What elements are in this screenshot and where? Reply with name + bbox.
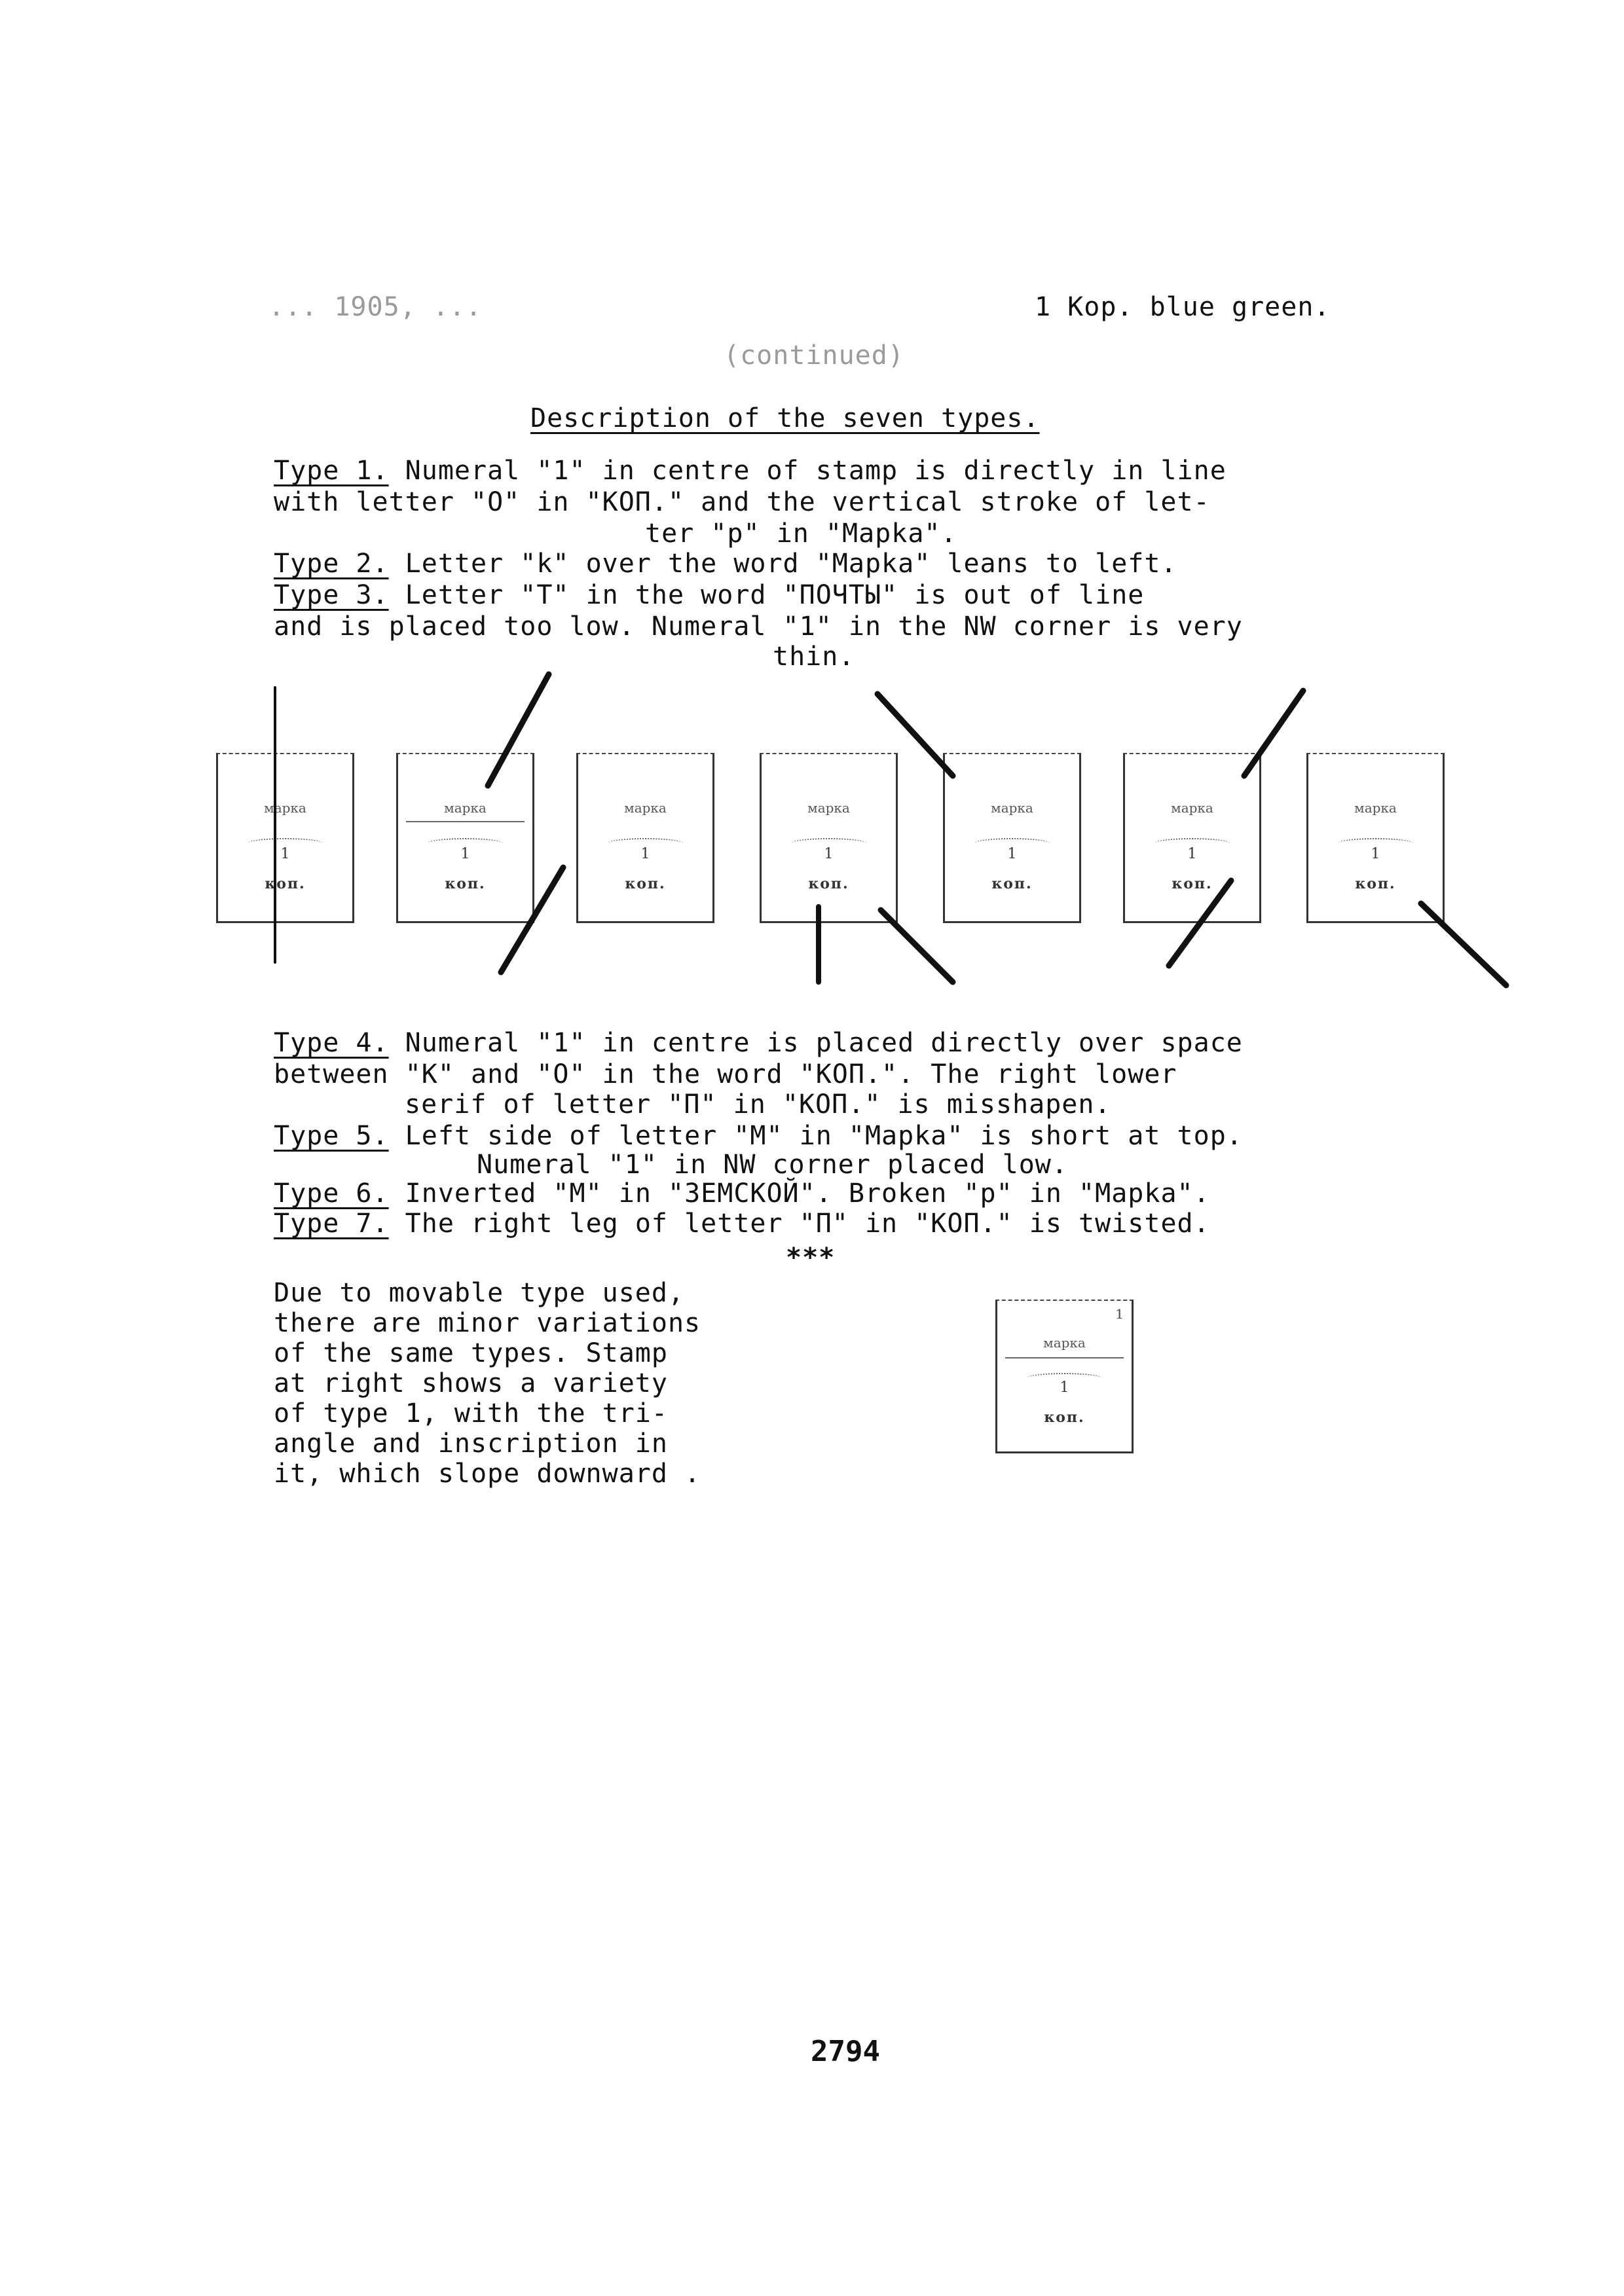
stamp-value: 1 [460, 846, 470, 862]
stamp-label: марка [807, 800, 850, 816]
variety-stamp [995, 1300, 1134, 1453]
arrow-type-3 [501, 867, 563, 972]
stamp-kop: коп. [445, 875, 486, 892]
type-3-label: Type 3. [274, 580, 389, 610]
header-date: ... 1905, ... [268, 292, 483, 322]
stamp-kop: коп. [1355, 875, 1396, 892]
arrow-type-4-top [877, 694, 953, 776]
stamp-value: 1 [824, 846, 834, 862]
type-4-label: Type 4. [274, 1028, 389, 1058]
stamp-kop: коп. [1172, 875, 1213, 892]
note-line: of the same types. Stamp [274, 1338, 668, 1368]
type-2-label: Type 2. [274, 549, 389, 579]
type-5-line-1 [274, 1121, 1243, 1151]
type-7-line [274, 1209, 1210, 1239]
stamp-label: марка [1354, 800, 1397, 816]
stamp-kop: коп. [265, 875, 306, 892]
stamp-label: марка [1043, 1335, 1086, 1351]
stamp-label: марка [1171, 800, 1213, 816]
type-1-text: Numeral "1" in centre of stamp is directly in line [405, 456, 1227, 486]
note-line: of type 1, with the tri- [274, 1398, 668, 1429]
header-continued: (continued) [724, 340, 904, 371]
type-1-label: Type 1. [274, 456, 389, 486]
stamp-label: марка [991, 800, 1033, 816]
type-5-label: Type 5. [274, 1121, 389, 1151]
stamp-corner-numeral: 1 [1115, 1306, 1124, 1322]
arrow-type-2 [488, 674, 549, 786]
type-6-text: Inverted "M" in "ЗЕМСКОЙ". Broken "p" in "Mapka". [405, 1178, 1210, 1209]
arrow-type-6-top [1244, 691, 1303, 776]
stamp-label: марка [624, 800, 667, 816]
pointer-arrows [0, 0, 1624, 1113]
arrow-type-5 [881, 910, 953, 982]
note-line: angle and inscription in [274, 1429, 668, 1459]
header-value-color: 1 Kop. blue green. [1035, 292, 1331, 322]
type-4-line-2: between "K" and "O" in the word "КОП.". The right lower [274, 1059, 1177, 1089]
note-line: Due to movable type used, [274, 1278, 685, 1308]
type-5-text: Left side of letter "M" in "Mapka" is short at top. [405, 1121, 1243, 1151]
type-1-line-2: with letter "O" in "КОП." and the vertical stroke of let- [274, 487, 1210, 517]
page-number: 2794 [811, 2035, 880, 2068]
type-3-line-3: thin. [773, 642, 855, 672]
type-3-line-2: and is placed too low. Numeral "1" in the NW corner is very [274, 611, 1243, 642]
stamp-value: 1 [1187, 846, 1197, 862]
type-7-text: The right leg of letter "П" in "КОП." is twisted. [405, 1209, 1210, 1239]
stamp-value: 1 [1007, 846, 1017, 862]
note-line: it, which slope downward . [274, 1459, 701, 1489]
stamp-value: 1 [1371, 846, 1380, 862]
arrow-type-7 [1421, 903, 1506, 985]
stamp-kop: коп. [991, 875, 1033, 892]
note-line: at right shows a variety [274, 1368, 668, 1398]
stamp-value: 1 [280, 846, 290, 862]
type-2-text: Letter "k" over the word "Mapka" leans to left. [405, 549, 1177, 579]
stamp-value: 1 [640, 846, 650, 862]
stamp-label: марка [264, 800, 306, 816]
type-6-line [274, 1178, 1210, 1209]
arrow-type-6-bottom [1169, 881, 1231, 966]
type-1-line-3: ter "p" in "Mapka". [645, 519, 957, 549]
stamp-kop: коп. [808, 875, 849, 892]
stamp-rule [1005, 1357, 1123, 1358]
type-4-line-1 [274, 1028, 1243, 1058]
type-5-line-2: Numeral "1" in NW corner placed low. [477, 1150, 1068, 1180]
type-4-text: Numeral "1" in centre is placed directly over space [405, 1028, 1243, 1058]
type-7-label: Type 7. [274, 1209, 389, 1239]
stamp-kop: коп. [1044, 1409, 1085, 1426]
type-6-label: Type 6. [274, 1178, 389, 1209]
separator: *** [786, 1243, 836, 1273]
stamp-kop: коп. [625, 875, 666, 892]
note-line: there are minor variations [274, 1308, 701, 1338]
type-3-text: Letter "T" in the word "ПОЧТЫ" is out of line [405, 580, 1145, 610]
section-title: Description of the seven types. [530, 403, 1040, 433]
stamp-value: 1 [1060, 1379, 1069, 1396]
type-4-line-3: serif of letter "П" in "КОП." is misshapen. [405, 1089, 1111, 1120]
stamp-label: марка [444, 800, 487, 816]
